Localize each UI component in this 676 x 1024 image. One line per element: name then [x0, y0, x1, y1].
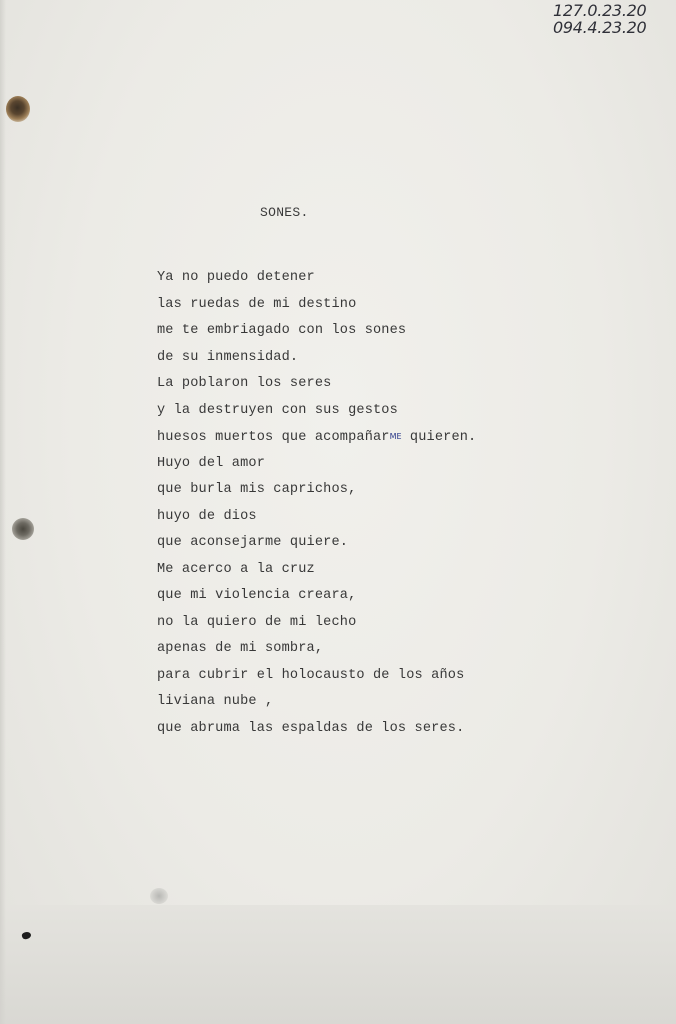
- page-edge: [0, 0, 6, 1024]
- archive-code: 094.4.23.20: [553, 18, 647, 37]
- poem-line: para cubrir el holocausto de los años: [157, 667, 465, 683]
- poem-line-text: huesos muertos que acompañar: [157, 430, 390, 445]
- poem-title: SONES.: [260, 205, 309, 220]
- poem-line: La poblaron los seres: [157, 376, 332, 391]
- poem-line: que aconsejarme quiere.: [157, 535, 349, 550]
- poem-line-tail: quieren.: [401, 430, 477, 445]
- poem-body: [157, 268, 476, 745]
- poem-line-annotated: [157, 427, 476, 454]
- poem-line: no la quiero de mi lecho: [157, 614, 357, 630]
- poem-line: que abruma las espaldas de los seres.: [157, 720, 465, 736]
- handwritten-insert: ME: [389, 432, 402, 441]
- punch-hole-top: [6, 96, 30, 122]
- poem-line: apenas de mi sombra,: [157, 641, 324, 656]
- poem-line: de su inmensidad.: [157, 349, 299, 365]
- poem-line: y la destruyen con sus gestos: [157, 402, 398, 418]
- archive-code: 127.0.23.20: [553, 1, 647, 20]
- poem-line: huyo de dios: [157, 508, 257, 524]
- poem-line: Huyo del amor: [157, 455, 265, 471]
- scan-shadow: [0, 905, 676, 1024]
- paper-stain: [150, 888, 168, 904]
- punch-hole-middle: [12, 518, 34, 540]
- poem-line: que burla mis caprichos,: [157, 482, 357, 497]
- poem-line: las ruedas de mi destino: [157, 296, 357, 312]
- poem-line: liviana nube ,: [157, 694, 274, 709]
- archive-codes: [553, 2, 646, 36]
- poem-line: Me acerco a la cruz: [157, 561, 315, 577]
- poem-line: que mi violencia creara,: [157, 588, 357, 603]
- poem-line: me te embriagado con los sones: [157, 323, 407, 338]
- poem-line: Ya no puedo detener: [157, 270, 315, 285]
